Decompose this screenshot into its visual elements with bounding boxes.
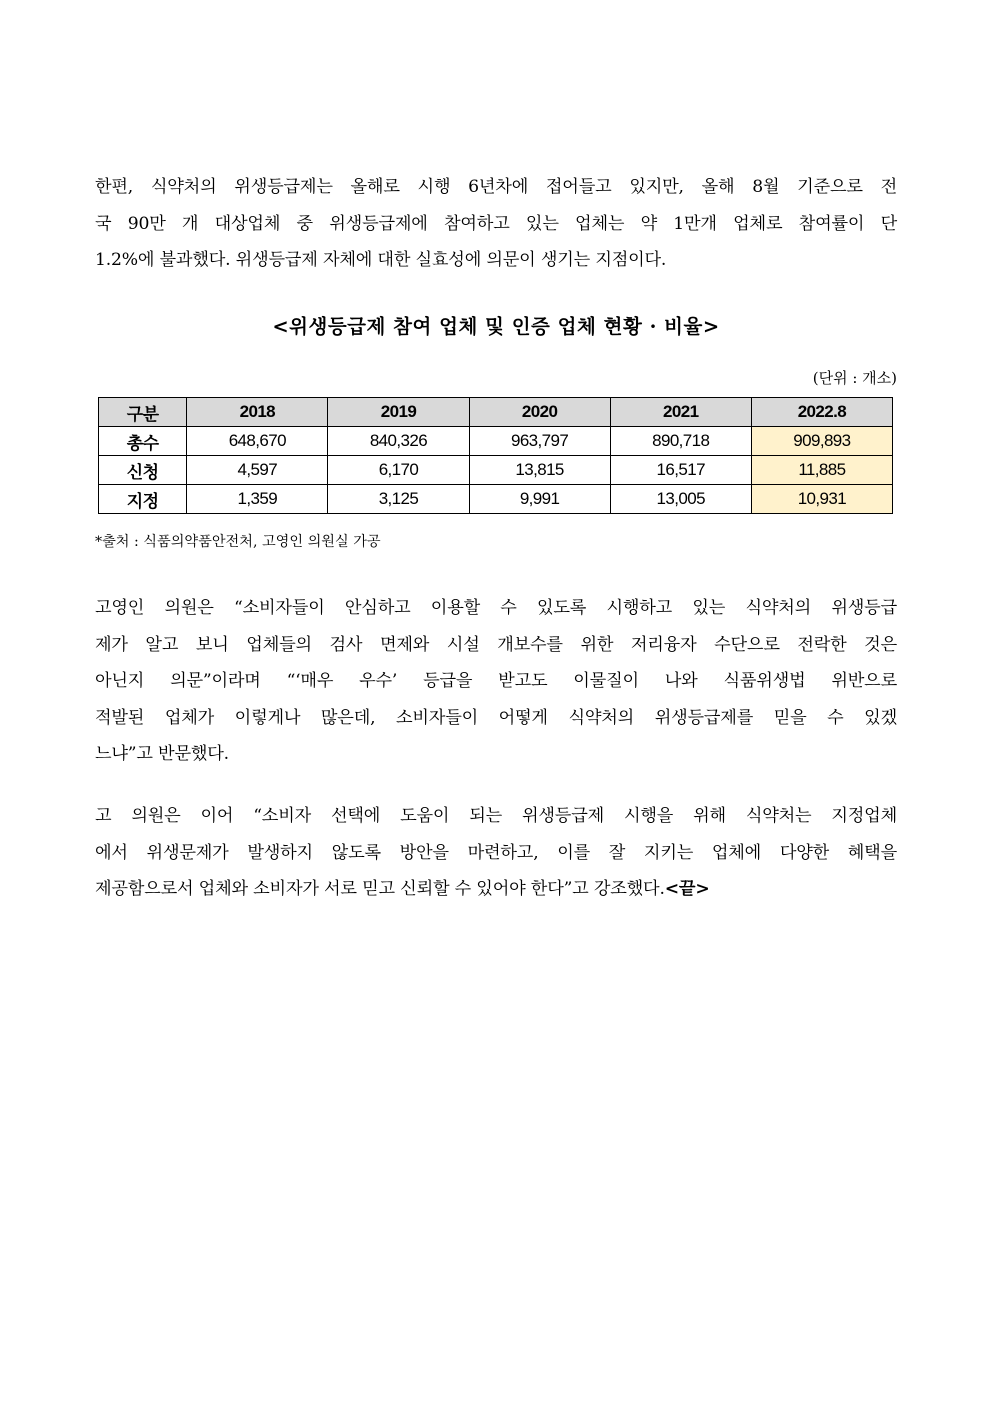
table-cell-highlight: 909,893	[751, 427, 892, 456]
table-cell: 6,170	[328, 456, 469, 485]
table-cell-highlight: 11,885	[751, 456, 892, 485]
paragraph-line: 국 90만 개 대상업체 중 위생등급제에 참여하고 있는 업체는 약 1만개 업체로 참여률이 단	[95, 213, 897, 234]
table-row-applied	[99, 456, 893, 485]
table-cell: 4,597	[187, 456, 328, 485]
paragraph-line-final	[95, 871, 897, 908]
paragraph-line: 에서 위생문제가 발생하지 않도록 방안을 마련하고, 이를 잘 지키는 업체에 다양한 혜택을	[95, 842, 897, 863]
table-cell: 1,359	[187, 485, 328, 514]
header-cell-year: 2022.8	[751, 398, 892, 427]
table-cell: 840,326	[328, 427, 469, 456]
header-cell-category: 구분	[99, 398, 187, 427]
row-label: 총수	[99, 427, 187, 456]
header-cell-year: 2021	[610, 398, 751, 427]
row-label: 지정	[99, 485, 187, 514]
paragraph-line: 적발된 업체가 이렇게나 많은데, 소비자들이 어떻게 식약처의 위생등급제를 믿을 수 있겠	[95, 707, 897, 728]
paragraph-line: 아닌지 의문”이라며 “‘매우 우수’ 등급을 받고도 이물질이 나와 식품위생법 위반으로	[95, 671, 897, 691]
header-cell-year: 2018	[187, 398, 328, 427]
table-title: <위생등급제 참여 업체 및 인증 업체 현황 · 비율>	[272, 315, 720, 338]
paragraph-line: 고 의원은 이어 “소비자 선택에 도움이 되는 위생등급제 시행을 위해 식약처는 지정업체	[95, 806, 897, 826]
table-cell: 963,797	[469, 427, 610, 456]
table-cell: 9,991	[469, 485, 610, 514]
table-source: *출처 : 식품의약품안전처, 고영인 의원실 가공	[95, 534, 381, 550]
paragraph-line: 1.2%에 불과했다. 위생등급제 자체에 대한 실효성에 의문이 생기는 지점이다.	[95, 250, 667, 270]
header-cell-year: 2019	[328, 398, 469, 427]
paragraph-line-text: 제공함으로서 업체와 소비자가 서로 믿고 신뢰할 수 있어야 한다”고 강조했다.	[95, 879, 665, 899]
table-cell: 3,125	[328, 485, 469, 514]
table-cell: 890,718	[610, 427, 751, 456]
row-label: 신청	[99, 456, 187, 485]
table-header-row	[99, 398, 893, 427]
table-unit: (단위 : 개소)	[812, 369, 897, 387]
paragraph-quote-2	[95, 798, 897, 908]
paragraph-line: 고영인 의원은 “소비자들이 안심하고 이용할 수 있도록 시행하고 있는 식약처의 위생등급	[95, 598, 897, 618]
hygiene-grade-table	[98, 397, 893, 514]
table-cell-highlight: 10,931	[751, 485, 892, 514]
table-cell: 13,005	[610, 485, 751, 514]
table-row-total	[99, 427, 893, 456]
paragraph-line: 한편, 식약처의 위생등급제는 올해로 시행 6년차에 접어들고 있지만, 올해 8월 기준으로 전	[95, 177, 897, 197]
table-row-designated	[99, 485, 893, 514]
header-cell-year: 2020	[469, 398, 610, 427]
table-cell: 16,517	[610, 456, 751, 485]
paragraph-line: 느냐”고 반문했다.	[95, 744, 229, 764]
end-mark: <끝>	[664, 879, 710, 899]
paragraph-intro	[95, 169, 897, 279]
paragraph-line: 제가 알고 보니 업체들의 검사 면제와 시설 개보수를 위한 저리융자 수단으로 전락한 것은	[95, 634, 897, 655]
table-cell: 13,815	[469, 456, 610, 485]
paragraph-quote-1	[95, 590, 897, 773]
table-cell: 648,670	[187, 427, 328, 456]
